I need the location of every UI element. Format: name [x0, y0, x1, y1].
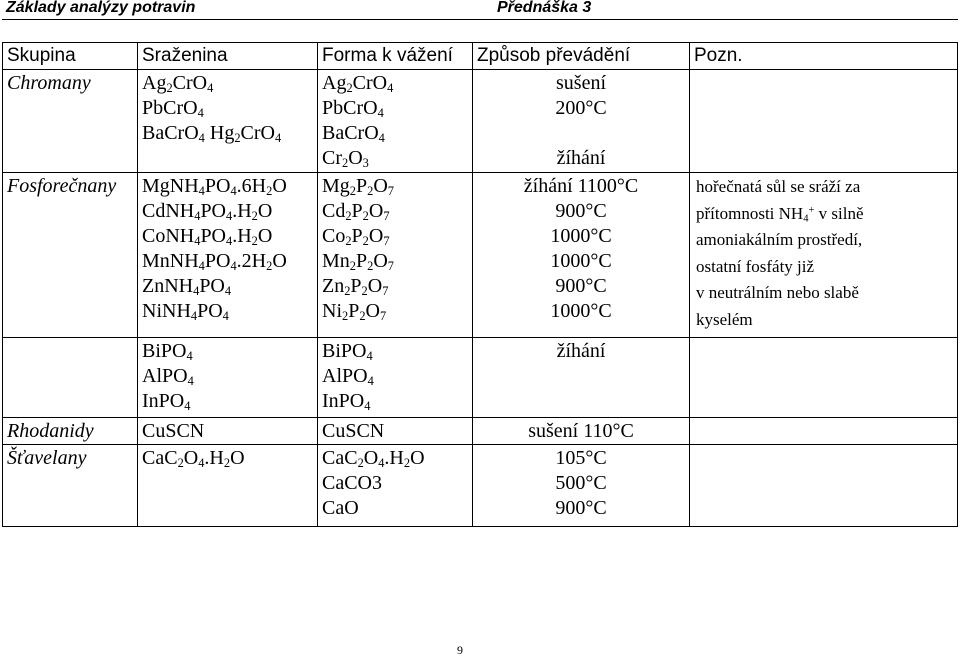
cell-line: $ZnNH_4PO_4$: [142, 275, 232, 299]
cell-line: $CaC_2O_4.H_2O$: [322, 447, 425, 471]
cell-line: InPO$_4$: [322, 390, 371, 414]
weighing-form-cell: [318, 70, 473, 173]
cell-line: AlPO$_4$: [322, 365, 374, 389]
cell-line: CaCO3: [322, 472, 382, 494]
note-cell: [690, 445, 958, 527]
cell-line: $NiNH_4PO_4$: [142, 300, 229, 324]
cell-line: žíhání: [556, 340, 606, 362]
cell-line: 1000°C: [550, 300, 612, 322]
cell-line: 900°C: [555, 497, 607, 519]
table-row: [3, 70, 958, 173]
cell-line: $CoNH_4PO_4.H_2O$: [142, 225, 273, 249]
cell-line: v neutrálním nebo slabě: [696, 283, 859, 302]
column-header-group: Skupina: [3, 43, 138, 70]
cell-line: 200°C: [555, 97, 607, 119]
conversion-method-cell: [473, 173, 690, 338]
note-cell: [690, 338, 958, 418]
cell-line: $Ni_2P_2O_7$: [322, 300, 387, 324]
cell-line: amoniakálním prostředí,: [696, 230, 863, 249]
weighing-form-cell: [318, 338, 473, 418]
cell-line: $Cd_2P_2O_7$: [322, 200, 390, 224]
cell-line: hořečnatá sůl se sráží za: [696, 177, 861, 196]
cell-line: $MgNH_4PO_4.6H_2O$: [142, 175, 287, 199]
note-cell: [690, 418, 958, 445]
column-header-conversion-method: Způsob převádění: [473, 43, 690, 70]
table-row: [3, 445, 958, 527]
conversion-method-cell: [473, 70, 690, 173]
precipitate-cell: [138, 173, 318, 338]
cell-line: $CaC_2O_4.H_2O$: [142, 447, 245, 471]
column-header-precipitate: Sraženina: [138, 43, 318, 70]
cell-line: sušení: [556, 72, 606, 94]
cell-line: $Cr_2O_3$: [322, 147, 369, 171]
cell-line: 900°C: [555, 275, 607, 297]
cell-line: BiPO$_4$: [142, 340, 193, 364]
cell-line: kyselém: [696, 309, 753, 329]
weighing-form-cell: [318, 173, 473, 338]
cell-line: BaCrO$_4$: [322, 122, 385, 146]
group-cell: [3, 338, 138, 418]
cell-line: AlPO$_4$: [142, 365, 194, 389]
cell-line: přítomnosti $NH_4^+$ v silně: [696, 203, 864, 225]
table-row: [3, 338, 958, 418]
conversion-method-cell: [473, 338, 690, 418]
header-rule: [2, 19, 958, 20]
precipitate-cell: [138, 70, 318, 173]
precipitate-cell: [138, 338, 318, 418]
cell-line: žíhání: [556, 147, 606, 169]
gravimetric-forms-table: [2, 42, 958, 527]
cell-line: CuSCN: [322, 420, 385, 442]
note-cell: [690, 70, 958, 173]
cell-line: žíhání 1100°C: [523, 175, 639, 197]
cell-line: 105°C: [555, 447, 607, 469]
precipitate-cell: [138, 418, 318, 445]
cell-line: sušení 110°C: [528, 420, 634, 442]
group-cell: Šťavelany: [3, 445, 138, 527]
cell-line: $Mn_2P_2O_7$: [322, 250, 394, 274]
group-cell: Fosforečnany: [3, 173, 138, 338]
cell-line: ostatní fosfáty již: [696, 256, 815, 276]
document-header-title: Základy analýzy potravin: [6, 0, 196, 16]
cell-line: PbCrO$_4$: [322, 97, 384, 121]
cell-line: [473, 121, 689, 146]
cell-line: $Co_2P_2O_7$: [322, 225, 390, 249]
column-header-note: Pozn.: [690, 43, 958, 70]
cell-line: $CdNH_4PO_4.H_2O$: [142, 200, 273, 224]
document-header-lecture: Přednáška 3: [497, 0, 592, 16]
conversion-method-cell: [473, 445, 690, 527]
precipitate-cell: [138, 445, 318, 527]
cell-line: BiPO$_4$: [322, 340, 373, 364]
cell-line: $Mg_2P_2O_7$: [322, 175, 394, 199]
cell-line: 1000°C: [550, 225, 612, 247]
cell-line: $Zn_2P_2O_7$: [322, 275, 389, 299]
group-cell: Chromany: [3, 70, 138, 173]
cell-line: $MnNH_4PO_4.2H_2O$: [142, 250, 287, 274]
cell-line: $Ag_2CrO_4$: [142, 72, 214, 96]
column-header-weighing-form: Forma k vážení: [318, 43, 473, 70]
cell-line: 500°C: [555, 472, 607, 494]
cell-line: 1000°C: [550, 250, 612, 272]
cell-line: CaO: [322, 497, 359, 519]
cell-line: PbCrO$_4$: [142, 97, 204, 121]
cell-line: CuSCN: [142, 420, 205, 442]
conversion-method-cell: [473, 418, 690, 445]
table-row: [3, 173, 958, 338]
cell-line: BaCrO$_4$ $Hg_2CrO_4$: [142, 122, 282, 146]
weighing-form-cell: [318, 418, 473, 445]
table-header-row: [3, 43, 958, 70]
page-number: 9: [457, 643, 463, 657]
cell-line: 900°C: [555, 200, 607, 222]
table-row: [3, 418, 958, 445]
weighing-form-cell: [318, 445, 473, 527]
cell-line: $Ag_2CrO_4$: [322, 72, 394, 96]
note-cell: [690, 173, 958, 338]
group-cell: Rhodanidy: [3, 418, 138, 445]
cell-line: InPO$_4$: [142, 390, 191, 414]
